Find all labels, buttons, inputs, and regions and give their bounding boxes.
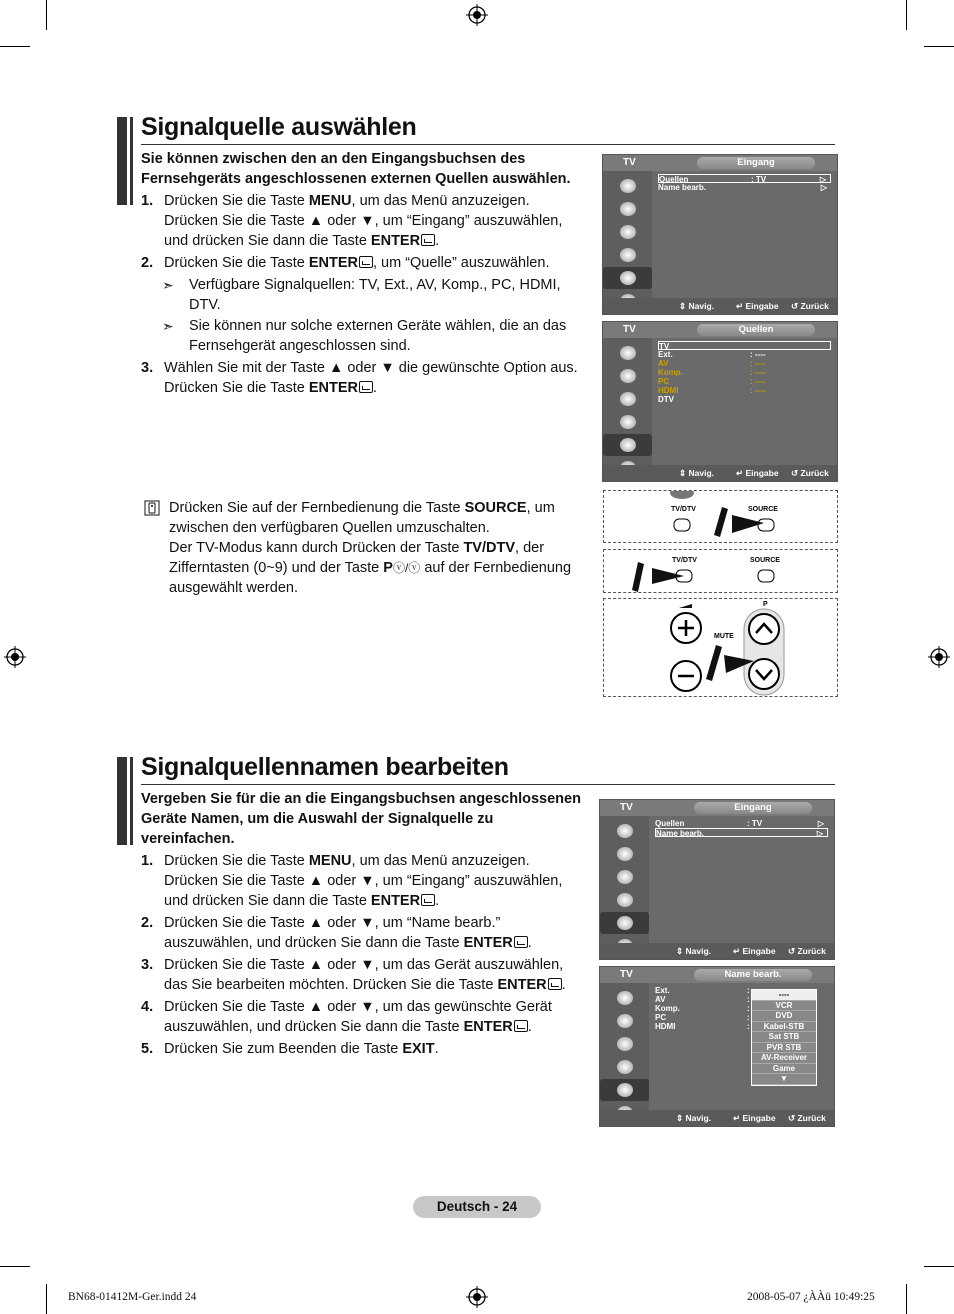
sound-icon <box>608 843 640 865</box>
tip-text: , um <box>526 500 555 516</box>
key-name: ENTER <box>308 380 358 396</box>
row-label: Ext. <box>655 986 670 995</box>
step-1 <box>141 851 601 911</box>
input-icon <box>600 1079 649 1101</box>
menu-row <box>658 377 831 386</box>
tv-label: TV <box>620 802 633 813</box>
back-hint: ↺ Zurück <box>791 468 829 478</box>
menu-header <box>603 322 837 338</box>
menu-footer <box>603 465 837 481</box>
menu-footer <box>600 1110 834 1126</box>
picture-icon <box>611 342 643 364</box>
channel-icon <box>611 388 643 410</box>
step-text: . <box>435 893 440 909</box>
date-slug: 2008-05-07 ¿ÀÀü 10:49:25 <box>747 1291 875 1303</box>
step-text: . <box>372 380 377 396</box>
enter-icon <box>421 894 435 906</box>
menu-sidebar <box>603 171 652 298</box>
tv-label: TV <box>620 969 633 980</box>
back-hint: ↺ Zurück <box>788 1113 826 1123</box>
intro-line: Sie können zwischen den an den Eingangsbuchsen des <box>141 151 526 167</box>
step-text: . <box>527 1019 532 1035</box>
menu-row <box>655 819 828 828</box>
menu-row <box>658 359 831 368</box>
menu-sidebar <box>603 338 652 465</box>
step-number: 3. <box>141 360 154 376</box>
row-value: : <box>747 986 750 995</box>
menu-title: Eingang <box>694 802 812 814</box>
crop-mark <box>924 46 954 47</box>
step-number: 4. <box>141 999 154 1015</box>
row-value: : ---- <box>750 350 766 359</box>
menu-row <box>655 828 828 837</box>
menu-row <box>658 350 831 359</box>
intro-line: vereinfachen. <box>141 831 235 847</box>
name-option[interactable]: DVD <box>752 1011 816 1022</box>
name-option[interactable]: AV-Receiver <box>752 1053 816 1064</box>
step-text: Drücken Sie die Taste <box>164 193 309 209</box>
picture-icon <box>608 987 640 1009</box>
row-label: Quellen <box>659 175 689 184</box>
enter-label: Eingabe <box>742 946 776 956</box>
note-2 <box>162 316 602 356</box>
file-slug: BN68-01412M-Ger.indd 24 <box>68 1291 197 1303</box>
row-label: TV <box>659 342 670 351</box>
key-name: MENU <box>308 193 352 209</box>
remote-illustration-channel <box>603 598 838 697</box>
tip-text: zwischen den verfügbaren Quellen umzuschalten. <box>169 520 490 536</box>
section-bar <box>117 757 127 845</box>
back-label: Zurück <box>800 468 829 478</box>
menu-row <box>658 386 831 395</box>
section-bar <box>130 757 133 845</box>
row-label: PC <box>655 1013 667 1022</box>
step-text: Drücken Sie die Taste <box>164 255 309 271</box>
nav-label: Navig. <box>688 301 714 311</box>
note-text: Sie können nur solche externen Geräte wählen, die an das <box>189 318 567 334</box>
row-label: HDMI <box>655 1022 676 1031</box>
section-rule <box>141 144 835 145</box>
step-5 <box>141 1039 601 1059</box>
remote-illustration-source <box>603 490 838 543</box>
enter-hint: ↵ Eingabe <box>736 301 779 311</box>
picture-icon <box>608 820 640 842</box>
menu-body <box>649 983 834 1110</box>
registration-mark-icon <box>4 646 26 668</box>
step-number: 2. <box>141 915 154 931</box>
intro-line: Fernsehgeräts angeschlossenen externen Quellen auswählen. <box>141 171 571 187</box>
tvdtv-label: TV/DTV <box>671 506 696 513</box>
tip-text: ausgewählt werden. <box>169 580 298 596</box>
step-number: 2. <box>141 255 154 271</box>
crop-mark <box>46 0 47 30</box>
step-text: . <box>527 935 532 951</box>
menu-title: Name bearb. <box>694 969 812 981</box>
nav-hint: ⇕ Navig. <box>679 301 714 311</box>
submenu-arrow-icon: ▷ <box>816 829 823 838</box>
key-name: EXIT <box>402 1041 435 1057</box>
step-text: Drücken Sie die Taste ▲ oder ▼, um “Eingang” auszuwählen, <box>164 213 563 229</box>
section-intro <box>141 149 571 189</box>
nav-hint: ⇕ Navig. <box>676 1113 711 1123</box>
step-text: Drücken Sie die Taste ▲ oder ▼, um das gewünschte Gerät <box>164 999 552 1015</box>
sound-icon <box>611 198 643 220</box>
step-2 <box>141 253 601 273</box>
remote-tip <box>169 498 599 598</box>
note-arrow-icon: ➣ <box>162 318 174 334</box>
setup-icon <box>611 411 643 433</box>
nav-label: Navig. <box>688 468 714 478</box>
tip-text: Der TV-Modus kann durch Drücken der Taste <box>169 540 464 556</box>
section-rule <box>141 784 835 785</box>
input-icon <box>603 267 652 289</box>
menu-row <box>658 183 831 192</box>
row-value: : <box>747 1004 750 1013</box>
registration-mark-icon <box>928 646 950 668</box>
step-text: . <box>434 1041 439 1057</box>
page-number: Deutsch - 24 <box>413 1196 541 1218</box>
menu-header <box>600 800 834 816</box>
back-label: Zurück <box>800 301 829 311</box>
row-label: HDMI <box>658 386 679 395</box>
tip-text: , der <box>515 540 545 556</box>
registration-mark-icon <box>466 4 488 26</box>
key-name: MENU <box>308 853 352 869</box>
setup-icon <box>608 889 640 911</box>
step-text: Drücken Sie zum Beenden die Taste <box>164 1041 403 1057</box>
name-option[interactable]: Kabel-STB <box>752 1022 816 1033</box>
scroll-down-icon[interactable]: ▼ <box>752 1074 816 1085</box>
row-label: AV <box>655 995 666 1004</box>
registration-mark-icon <box>466 1286 488 1308</box>
crop-mark <box>0 1266 30 1267</box>
name-option[interactable]: PVR STB <box>752 1043 816 1054</box>
channel-up-down-icon: ⓥ/ⓥ <box>392 561 421 575</box>
step-text: Drücken Sie die Taste ▲ oder ▼, um “Eingang” auszuwählen, <box>164 873 563 889</box>
row-label: DTV <box>658 395 674 404</box>
step-number: 1. <box>141 193 154 209</box>
tv-label: TV <box>623 324 636 335</box>
row-label: Ext. <box>658 350 673 359</box>
step-number: 1. <box>141 853 154 869</box>
enter-icon <box>359 256 373 268</box>
step-text: , um das Menü anzuzeigen. <box>351 853 530 869</box>
step-text: und drücken Sie dann die Taste <box>164 233 371 249</box>
step-3 <box>141 358 601 398</box>
note-text: Fernsehgerät angeschlossen sind. <box>189 338 411 354</box>
row-label: Name bearb. <box>658 183 707 192</box>
row-value: : <box>747 1013 750 1022</box>
menu-header <box>600 967 834 983</box>
channel-icon <box>611 221 643 243</box>
crop-mark <box>924 1266 954 1267</box>
step-2 <box>141 913 601 953</box>
channel-icon <box>608 866 640 888</box>
menu-row <box>658 174 831 183</box>
back-hint: ↺ Zurück <box>788 946 826 956</box>
step-text: Drücken Sie die Taste <box>164 380 309 396</box>
intro-line: Geräte Namen, um die Auswahl der Signalquelle zu <box>141 811 494 827</box>
source-label: SOURCE <box>748 506 778 513</box>
name-option[interactable]: ---- <box>752 990 816 1001</box>
row-label: PC <box>658 377 670 386</box>
key-name: ENTER <box>370 233 421 249</box>
enter-hint: ↵ Eingabe <box>733 1113 776 1123</box>
enter-icon <box>359 381 373 393</box>
name-options-list[interactable] <box>751 989 817 1086</box>
step-text: Drücken Sie die Taste <box>164 853 309 869</box>
name-option[interactable]: VCR <box>752 1001 816 1012</box>
step-number: 5. <box>141 1041 154 1057</box>
name-option[interactable]: Game <box>752 1064 816 1075</box>
input-icon <box>600 912 649 934</box>
key-name: ENTER <box>497 977 547 993</box>
menu-body <box>649 816 834 943</box>
section-intro <box>141 789 581 849</box>
menu-sidebar <box>600 983 649 1110</box>
step-text: . <box>561 977 566 993</box>
remote-illustration-tvdtv <box>603 549 838 593</box>
name-option[interactable]: Sat STB <box>752 1032 816 1043</box>
step-text: , um das Menü anzuzeigen. <box>351 193 530 209</box>
remote-tip-icon <box>144 500 160 516</box>
menu-row <box>658 341 831 350</box>
row-value: : TV <box>751 175 767 184</box>
step-text: Drücken Sie die Taste ▲ oder ▼, um “Name bearb.” <box>164 915 501 931</box>
remote-buttons-icon <box>604 491 838 543</box>
enter-label: Eingabe <box>745 301 779 311</box>
row-label: AV <box>658 359 669 368</box>
enter-icon <box>548 978 562 990</box>
enter-icon <box>421 234 435 246</box>
step-text: . <box>435 233 440 249</box>
enter-label: Eingabe <box>745 468 779 478</box>
nav-hint: ⇕ Navig. <box>676 946 711 956</box>
step-text: , um “Quelle” auszuwählen. <box>372 255 550 271</box>
row-value: : <box>747 995 750 1004</box>
step-text: Drücken Sie die Taste ▲ oder ▼, um das Gerät auszuwählen, <box>164 957 564 973</box>
step-text: auszuwählen, und drücken Sie dann die Taste <box>164 1019 464 1035</box>
setup-icon <box>611 244 643 266</box>
section-title: Signalquelle auswählen <box>141 113 417 141</box>
submenu-arrow-icon: ▷ <box>819 175 826 184</box>
key-name: ENTER <box>370 893 421 909</box>
enter-hint: ↵ Eingabe <box>733 946 776 956</box>
section-title: Signalquellennamen bearbeiten <box>141 753 509 781</box>
row-label: Komp. <box>658 368 683 377</box>
menu-header <box>603 155 837 171</box>
note-1 <box>162 275 602 315</box>
sound-icon <box>611 365 643 387</box>
tv-label: TV <box>623 157 636 168</box>
enter-label: Eingabe <box>742 1113 776 1123</box>
crop-mark <box>906 0 907 30</box>
menu-row <box>658 395 831 404</box>
mute-label: MUTE <box>714 633 734 640</box>
step-text: auszuwählen, und drücken Sie dann die Taste <box>164 935 464 951</box>
key-name: TV/DTV <box>463 540 516 556</box>
menu-title: Quellen <box>697 324 815 336</box>
step-text: das Sie bearbeiten möchten. Drücken Sie die Taste <box>164 977 498 993</box>
enter-icon <box>514 936 528 948</box>
tv-menu-quellen <box>602 321 838 482</box>
tip-text: Drücken Sie auf der Fernbedienung die Taste <box>169 500 465 516</box>
row-label: Name bearb. <box>656 829 705 838</box>
row-value: : ---- <box>750 377 766 386</box>
step-text: Wählen Sie mit der Taste ▲ oder ▼ die gewünschte Option aus. <box>164 360 578 376</box>
step-number: 3. <box>141 957 154 973</box>
remote-buttons-icon <box>604 550 838 593</box>
picture-icon <box>611 175 643 197</box>
source-label: SOURCE <box>750 557 780 564</box>
channel-icon <box>608 1033 640 1055</box>
step-4 <box>141 997 601 1037</box>
row-value: : ---- <box>750 368 766 377</box>
key-name: ENTER <box>308 255 358 271</box>
enter-icon <box>514 1020 528 1032</box>
back-label: Zurück <box>797 946 826 956</box>
tvdtv-label: TV/DTV <box>672 557 697 564</box>
row-label: Quellen <box>655 819 685 828</box>
note-arrow-icon: ➣ <box>162 277 174 293</box>
row-value: : TV <box>747 819 763 828</box>
enter-hint: ↵ Eingabe <box>736 468 779 478</box>
step-1 <box>141 191 601 251</box>
key-name: ENTER <box>463 935 513 951</box>
key-name: SOURCE <box>464 500 527 516</box>
step-3 <box>141 955 601 995</box>
crop-mark <box>906 1284 907 1314</box>
menu-title: Eingang <box>697 157 815 169</box>
note-text: DTV. <box>189 297 221 313</box>
submenu-arrow-icon: ▷ <box>820 183 827 192</box>
tip-text: auf der Fernbedienung <box>420 560 572 576</box>
remote-buttons-icon <box>604 599 838 697</box>
step-text: und drücken Sie dann die Taste <box>164 893 371 909</box>
back-hint: ↺ Zurück <box>791 301 829 311</box>
row-value: : <box>747 1022 750 1031</box>
tv-menu-eingang <box>599 799 835 960</box>
intro-line: Vergeben Sie für die an die Eingangsbuchsen angeschlossenen <box>141 791 581 807</box>
tv-menu-eingang <box>602 154 838 315</box>
note-text: Verfügbare Signalquellen: TV, Ext., AV, Komp., PC, HDMI, <box>189 277 561 293</box>
tip-text: Zifferntasten (0~9) und der Taste <box>169 560 384 576</box>
crop-mark <box>0 46 30 47</box>
setup-icon <box>608 1056 640 1078</box>
row-value: : ---- <box>750 386 766 395</box>
menu-footer <box>600 943 834 959</box>
menu-row <box>658 368 831 377</box>
nav-hint: ⇕ Navig. <box>679 468 714 478</box>
section-bar <box>130 117 133 205</box>
menu-footer <box>603 298 837 314</box>
sound-icon <box>608 1010 640 1032</box>
menu-body <box>652 338 837 465</box>
nav-label: Navig. <box>685 1113 711 1123</box>
p-label: P <box>763 601 768 608</box>
key-name: P <box>383 560 393 576</box>
section-bar <box>117 117 127 205</box>
row-value: : ---- <box>750 359 766 368</box>
row-label: Komp. <box>655 1004 680 1013</box>
key-name: ENTER <box>463 1019 513 1035</box>
back-label: Zurück <box>797 1113 826 1123</box>
menu-body <box>652 171 837 298</box>
submenu-arrow-icon: ▷ <box>817 819 824 828</box>
tv-menu-name-bearb <box>599 966 835 1127</box>
crop-mark <box>46 1284 47 1314</box>
menu-sidebar <box>600 816 649 943</box>
input-icon <box>603 434 652 456</box>
nav-label: Navig. <box>685 946 711 956</box>
